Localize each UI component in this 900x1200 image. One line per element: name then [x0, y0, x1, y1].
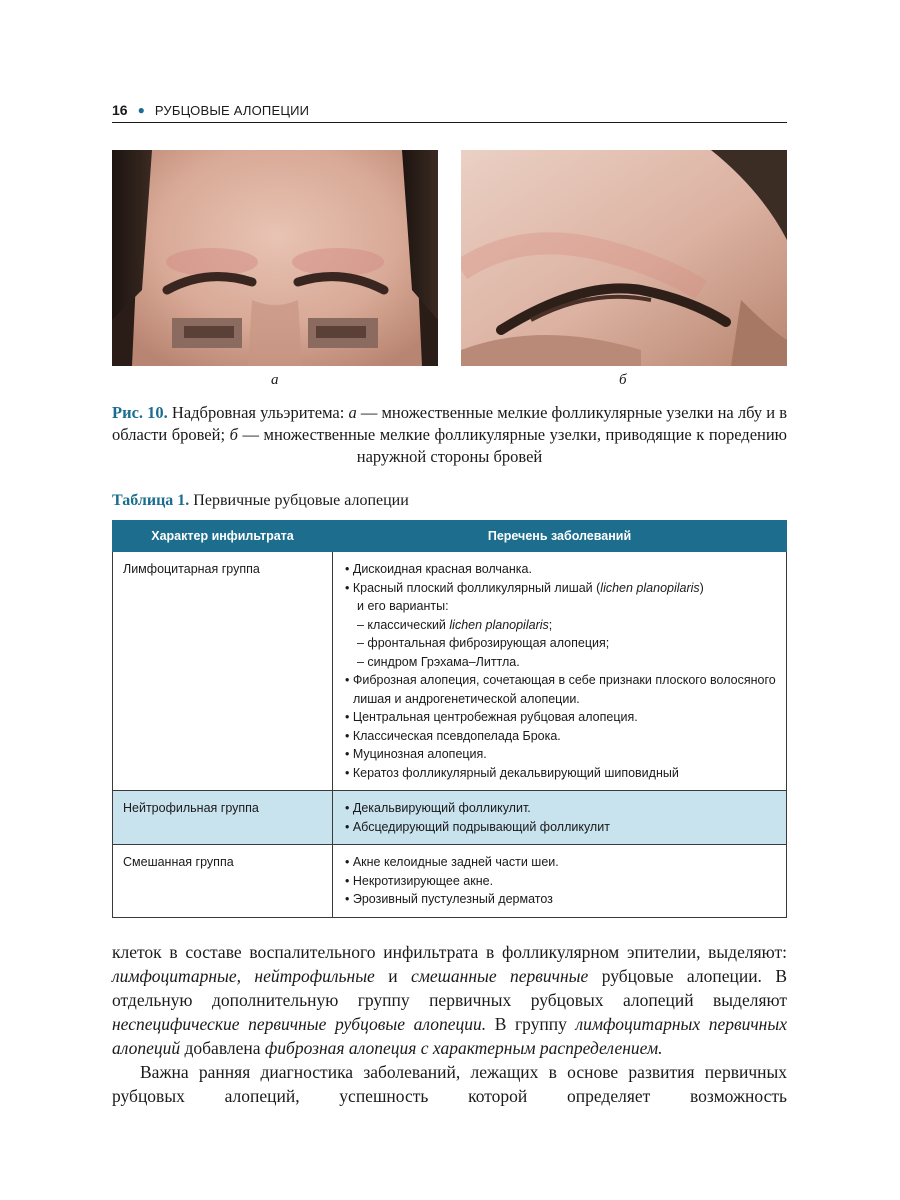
list-item: • Эрозивный пустулезный дерматоз	[345, 892, 553, 906]
body-text	[112, 940, 787, 1108]
photo-forehead-side	[461, 150, 787, 366]
list-item: • Декальвирующий фолликулит.	[345, 801, 531, 815]
table-row	[113, 552, 787, 791]
paragraph: клеток в составе воспалительного инфильтрата в фолликулярном эпителии, выделяют: лимфоцитарные, нейтрофильные и смешанные первичные рубцовые алопеции. В отдельную дополнительную группу первичных рубцовых алопеций выделяют неспецифические первичные рубцовые алопеции. В группу лимфоцитарных первичных алопеций добавлена фиброзная алопеция с характерным распределением.	[112, 942, 787, 1058]
running-title: РУБЦОВЫЕ АЛОПЕЦИИ	[154, 102, 310, 118]
list-item: • Некротизирующее акне.	[345, 873, 494, 888]
caption-text: — множественные мелкие фолликулярные узелки, приводящие к поредению наружной стороны бровей	[237, 425, 788, 466]
list-item: • Фиброзная алопеция, сочетающая в себе признаки плоского волосяного лишая и андрогенетической алопеции.	[345, 673, 776, 706]
table-title: Первичные рубцовые алопеции	[189, 492, 409, 509]
table-row	[113, 845, 787, 918]
page-number: 16	[112, 102, 128, 118]
list-item: • Красный плоский фолликулярный лишай (lichen planopilaris)	[345, 580, 704, 595]
group-cell: Лимфоцитарная группа	[113, 552, 333, 791]
list-item: • Дискоидная красная волчанка.	[345, 562, 532, 576]
disease-list	[333, 791, 787, 845]
figure-label: Рис. 10.	[112, 403, 168, 422]
caption-panel-a: а	[348, 403, 357, 422]
list-item: • Классическая псевдопелада Брока.	[345, 728, 561, 743]
table-row	[113, 791, 787, 845]
col-header-diseases: Перечень заболеваний	[333, 521, 787, 552]
panel-label-b: б	[619, 372, 627, 388]
alopecia-table	[112, 520, 787, 918]
list-item: • Акне келоидные задней части шеи.	[345, 855, 559, 869]
caption-panel-b: б	[229, 425, 238, 444]
disease-list	[333, 845, 787, 918]
list-item: и его варианты:	[357, 599, 449, 613]
col-header-infiltrate: Характер инфильтрата	[113, 521, 333, 552]
panel-label-a: а	[271, 372, 279, 388]
list-item: • Абсцедирующий подрывающий фолликулит	[345, 819, 610, 834]
sub-item: – фронтальная фиброзирующая алопеция;	[357, 636, 610, 650]
list-item: • Муцинозная алопеция.	[345, 747, 487, 761]
group-cell: Нейтрофильная группа	[113, 791, 333, 845]
list-item: • Кератоз фолликулярный декальвирующий шиповидный	[345, 765, 679, 780]
table-label: Таблица 1.	[112, 492, 190, 509]
table-header-row	[113, 521, 787, 552]
sub-item: – синдром Грэхама–Литтла.	[357, 654, 520, 669]
paragraph: Важна ранняя диагностика заболеваний, лежащих в основе развития первичных рубцовых алопеций, успешность которой определяет возможность	[112, 1062, 787, 1106]
disease-list	[333, 552, 787, 791]
figure-caption	[112, 402, 787, 468]
list-item: • Центральная центробежная рубцовая алопеция.	[345, 710, 638, 724]
running-header	[112, 98, 787, 123]
sub-item: – классический lichen planopilaris;	[357, 617, 553, 632]
table-caption	[112, 492, 409, 510]
photo-forehead-front	[112, 150, 438, 366]
caption-text: — множественные мелкие фолликулярные узелки на лбу и в области бровей;	[112, 403, 788, 444]
bullet-dot-icon: ●	[137, 103, 145, 117]
group-cell: Смешанная группа	[113, 845, 333, 918]
caption-text: Надбровная ульэритема:	[167, 403, 349, 422]
